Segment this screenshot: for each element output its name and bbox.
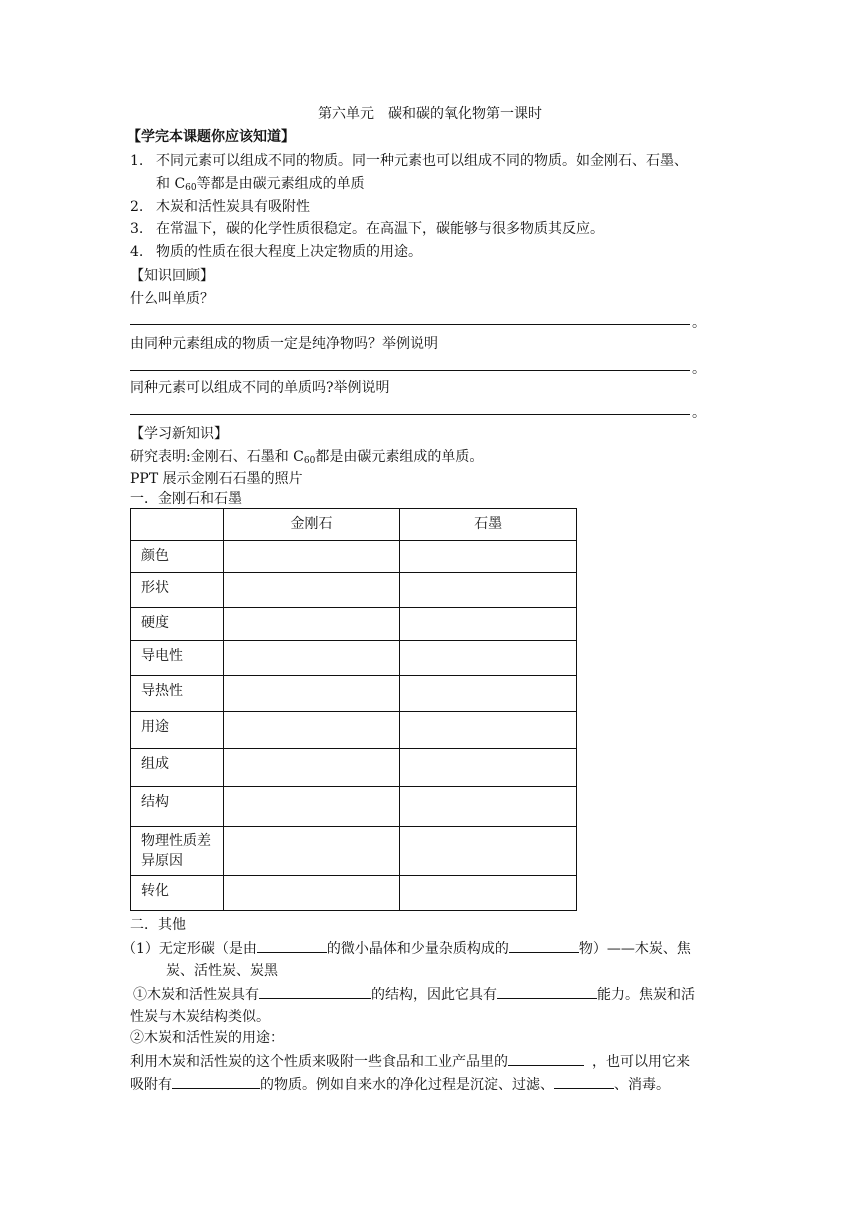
research-text: 都是由碳元素组成的单质。	[315, 449, 484, 465]
fill-in-line	[130, 1051, 690, 1072]
table-row	[131, 573, 577, 608]
answer-cell[interactable]	[400, 749, 577, 787]
fill-in-line-continued: 性炭与木炭结构类似。	[130, 1009, 270, 1025]
text-segment: ①木炭和活性炭具有	[133, 987, 259, 1003]
answer-line[interactable]	[130, 370, 690, 371]
question-text: 同种元素可以组成不同的单质吗?举例说明	[130, 380, 390, 396]
answer-cell[interactable]	[400, 676, 577, 712]
period-mark: 。	[692, 315, 706, 331]
period-mark: 。	[692, 405, 706, 421]
fill-blank[interactable]	[509, 938, 579, 953]
answer-line[interactable]	[130, 414, 690, 415]
page-title: 第六单元 碳和碳的氧化物第一课时	[318, 106, 542, 122]
table-header-cell: 石墨	[400, 509, 577, 541]
answer-cell[interactable]	[223, 749, 400, 787]
section-heading-new: 【学习新知识】	[130, 426, 228, 442]
question-text: 什么叫单质？	[130, 291, 214, 307]
answer-cell[interactable]	[223, 608, 400, 641]
text-segment: 的微小晶体和少量杂质构成的	[326, 941, 509, 957]
answer-cell[interactable]	[223, 827, 400, 876]
answer-cell[interactable]	[400, 712, 577, 749]
fill-blank[interactable]	[508, 1051, 584, 1066]
text-segment: 的物质。例如自来水的净化过程是沉淀、过滤、	[260, 1077, 554, 1093]
table-header-cell	[131, 509, 224, 541]
row-label: 结构	[131, 787, 224, 827]
part-two-heading: 二．其他	[130, 917, 186, 933]
table-row	[131, 749, 577, 787]
row-label: 导电性	[131, 641, 224, 676]
list-number: 4.	[130, 244, 144, 260]
list-item: 在常温下，碳的化学性质很稳定。在高温下，碳能够与很多物质其反应。	[156, 221, 604, 237]
text-segment: 吸附有	[130, 1077, 172, 1093]
row-label: 物理性质差异原因	[131, 827, 224, 876]
fill-blank[interactable]	[172, 1074, 260, 1089]
fill-in-line	[133, 984, 695, 1005]
text-segment: 利用木炭和活性炭的这个性质来吸附一些食品和工业产品里的	[130, 1054, 508, 1070]
table-row	[131, 541, 577, 573]
list-number: 3.	[130, 221, 144, 237]
table-row	[131, 827, 577, 876]
text-segment: （1）无定形碳（是由	[122, 941, 257, 957]
table-row	[131, 787, 577, 827]
answer-cell[interactable]	[400, 827, 577, 876]
answer-cell[interactable]	[400, 541, 577, 573]
fill-blank[interactable]	[259, 984, 371, 999]
row-label: 用途	[131, 712, 224, 749]
list-number: 2.	[130, 199, 144, 215]
c60-subscript: 60	[185, 183, 197, 193]
c60-suffix: 等都是由碳元素组成的单质	[196, 176, 365, 192]
list-number: 1.	[130, 153, 144, 169]
row-label: 导热性	[131, 676, 224, 712]
table-header-cell: 金刚石	[223, 509, 400, 541]
fill-in-line-continued: 炭、活性炭、炭黑	[166, 963, 278, 979]
answer-cell[interactable]	[223, 641, 400, 676]
question-text: 由同种元素组成的物质一定是纯净物吗？举例说明	[130, 336, 438, 352]
table-row	[131, 876, 577, 911]
row-label: 组成	[131, 749, 224, 787]
list-item-continued	[156, 174, 365, 198]
c60-prefix: 和 C	[156, 176, 186, 192]
fill-blank[interactable]	[257, 938, 327, 953]
fill-blank[interactable]	[554, 1074, 614, 1089]
subheading-usage: ②木炭和活性炭的用途：	[130, 1030, 284, 1046]
answer-cell[interactable]	[223, 876, 400, 911]
list-item: 木炭和活性炭具有吸附性	[156, 199, 310, 215]
text-segment: 物）——木炭、焦	[578, 941, 691, 957]
list-item: 不同元素可以组成不同的物质。同一种元素也可以组成不同的物质。如金刚石、石墨、	[156, 153, 688, 169]
answer-cell[interactable]	[223, 787, 400, 827]
text-segment: ，也可以用它来	[592, 1054, 690, 1070]
answer-cell[interactable]	[400, 787, 577, 827]
table-row	[131, 608, 577, 641]
table-row	[131, 676, 577, 712]
row-label: 转化	[131, 876, 224, 911]
text-segment: 、消毒。	[614, 1077, 670, 1093]
answer-cell[interactable]	[223, 573, 400, 608]
answer-cell[interactable]	[223, 676, 400, 712]
text-segment: 的结构，因此它具有	[371, 987, 497, 1003]
table-row	[131, 641, 577, 676]
list-item: 物质的性质在很大程度上决定物质的用途。	[156, 244, 422, 260]
table-row	[131, 712, 577, 749]
answer-cell[interactable]	[400, 876, 577, 911]
answer-cell[interactable]	[223, 541, 400, 573]
table-header-row	[131, 509, 577, 541]
research-text: 研究表明:金刚石、石墨和 C	[130, 449, 304, 465]
fill-in-line	[122, 938, 691, 959]
answer-cell[interactable]	[223, 712, 400, 749]
part-one-heading: 一．金刚石和石墨	[130, 491, 242, 507]
research-line	[130, 447, 483, 471]
answer-line[interactable]	[130, 324, 690, 325]
answer-cell[interactable]	[400, 608, 577, 641]
period-mark: 。	[692, 361, 706, 377]
row-label: 硬度	[131, 608, 224, 641]
row-label: 颜色	[131, 541, 224, 573]
ppt-line: PPT 展示金刚石石墨的照片	[130, 471, 303, 487]
fill-blank[interactable]	[497, 984, 597, 999]
row-label: 形状	[131, 573, 224, 608]
fill-in-line	[130, 1074, 670, 1095]
c60-subscript: 60	[303, 456, 316, 466]
answer-cell[interactable]	[400, 573, 577, 608]
comparison-table	[130, 508, 577, 911]
answer-cell[interactable]	[400, 641, 577, 676]
text-segment: 能力。焦炭和活	[597, 987, 695, 1003]
section-heading-know: 【学完本课题你应该知道】	[127, 129, 295, 145]
section-heading-review: 【知识回顾】	[130, 268, 214, 284]
